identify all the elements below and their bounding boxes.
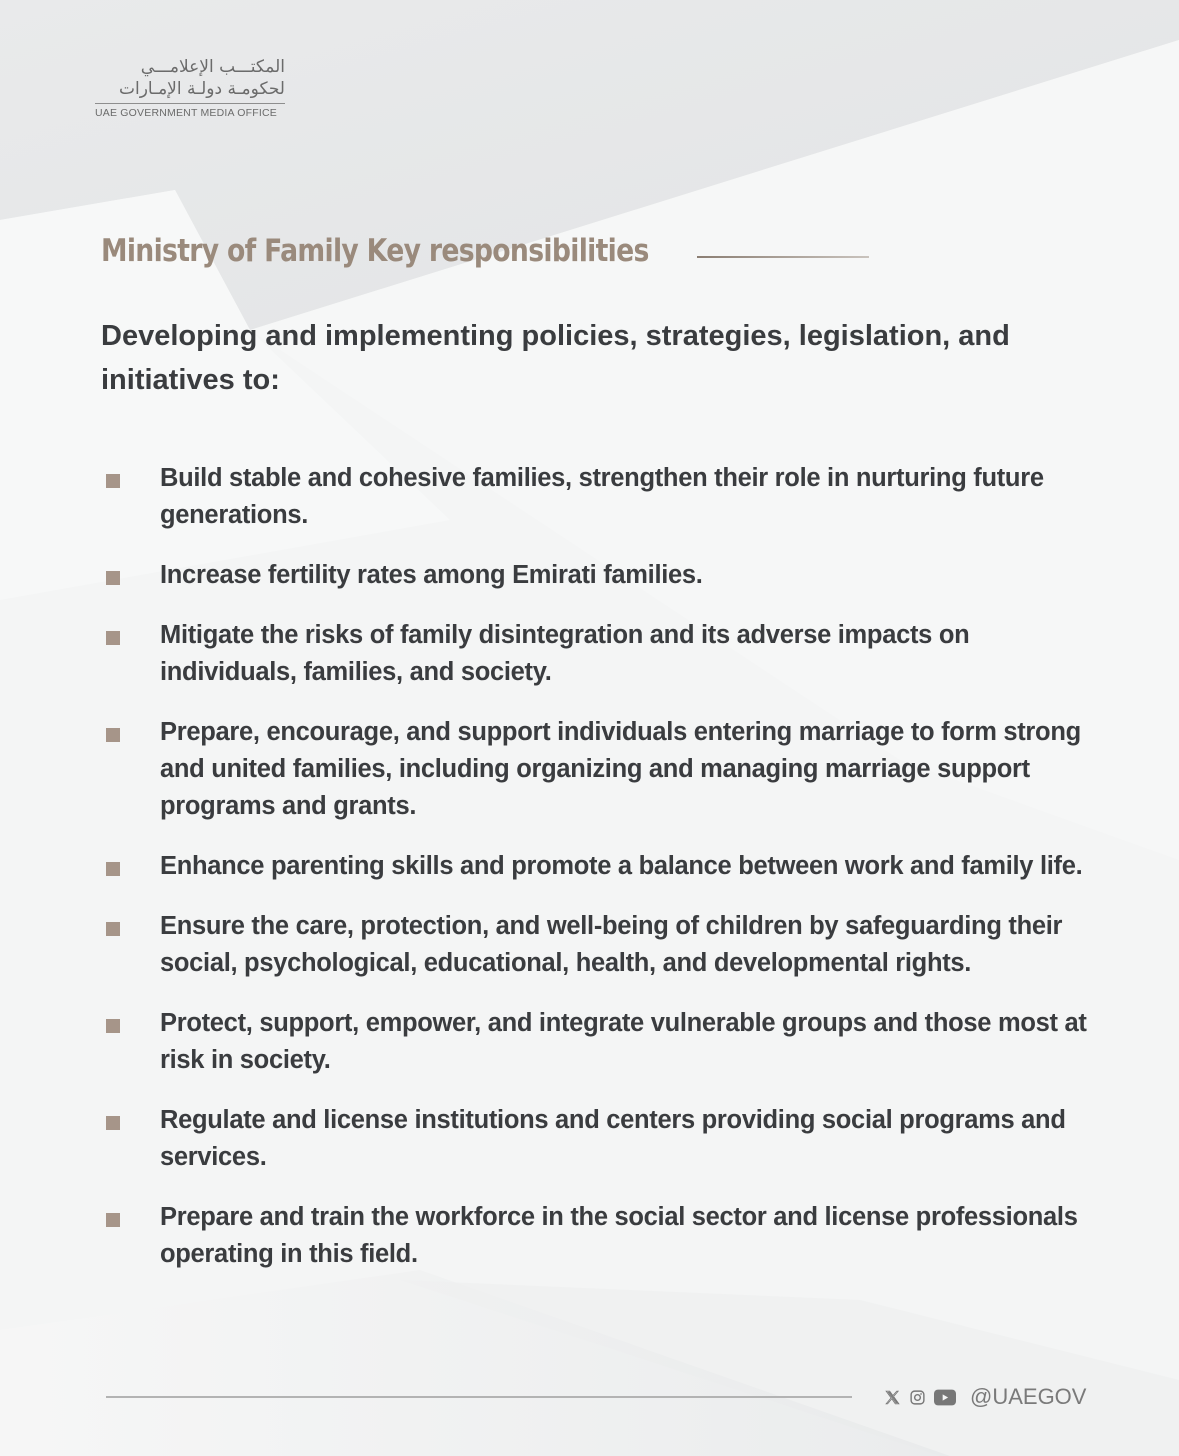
list-item-text: Mitigate the risks of family disintegration and its adverse impacts on individuals, families, and society. (160, 621, 970, 686)
list-item (106, 1199, 1096, 1273)
instagram-icon[interactable] (909, 1389, 926, 1406)
list-item-text: Ensure the care, protection, and well-being of children by safeguarding their social, psychological, educational, health, and developmental rights. (160, 912, 1063, 977)
list-item-text: Prepare, encourage, and support individuals entering marriage to form strong and united families, including organizing and managing marriage support programs and grants. (160, 718, 1081, 820)
list-item-text: Build stable and cohesive families, strengthen their role in nurturing future generations. (160, 464, 1044, 529)
square-bullet-icon (106, 1213, 120, 1227)
list-item (106, 714, 1096, 825)
section-title (101, 233, 738, 269)
square-bullet-icon (106, 474, 120, 488)
section-title-text: Ministry of Family Key responsibilities (101, 233, 649, 269)
list-item (106, 1102, 1096, 1176)
uae-government-media-office-logo (95, 56, 285, 119)
logo-divider (95, 103, 285, 104)
social-handles (884, 1384, 1086, 1410)
logo-arabic-line-1: المكتـــب الإعلامـــي (140, 57, 285, 77)
intro-text: Developing and implementing policies, strategies, legislation, and initiatives to: (101, 320, 1010, 396)
list-item-text: Regulate and license institutions and centers providing social programs and services. (160, 1106, 1066, 1171)
list-item (106, 848, 1096, 885)
square-bullet-icon (106, 862, 120, 876)
youtube-icon[interactable] (934, 1389, 956, 1406)
section-title-line (697, 256, 869, 258)
square-bullet-icon (106, 1019, 120, 1033)
square-bullet-icon (106, 922, 120, 936)
list-item (106, 617, 1096, 691)
list-item-text: Protect, support, empower, and integrate vulnerable groups and those most at risk in society. (160, 1009, 1087, 1074)
list-item (106, 1005, 1096, 1079)
square-bullet-icon (106, 1116, 120, 1130)
social-handle[interactable]: @UAEGOV (970, 1384, 1087, 1409)
list-item-text: Prepare and train the workforce in the social sector and license professionals operating in this field. (160, 1203, 1078, 1268)
square-bullet-icon (106, 631, 120, 645)
list-item-text: Increase fertility rates among Emirati families. (160, 561, 703, 589)
list-item (106, 908, 1096, 982)
x-icon[interactable] (884, 1389, 901, 1406)
square-bullet-icon (106, 571, 120, 585)
list-item-text: Enhance parenting skills and promote a balance between work and family life. (160, 852, 1083, 880)
list-item (106, 557, 1096, 594)
footer-divider (106, 1396, 852, 1398)
logo-arabic-line-2: لحكومـة دولـة الإمـارات (118, 79, 285, 99)
responsibilities-list (106, 460, 1096, 1296)
list-item (106, 460, 1096, 534)
logo-english: UAE GOVERNMENT MEDIA OFFICE (95, 107, 277, 119)
square-bullet-icon (106, 728, 120, 742)
